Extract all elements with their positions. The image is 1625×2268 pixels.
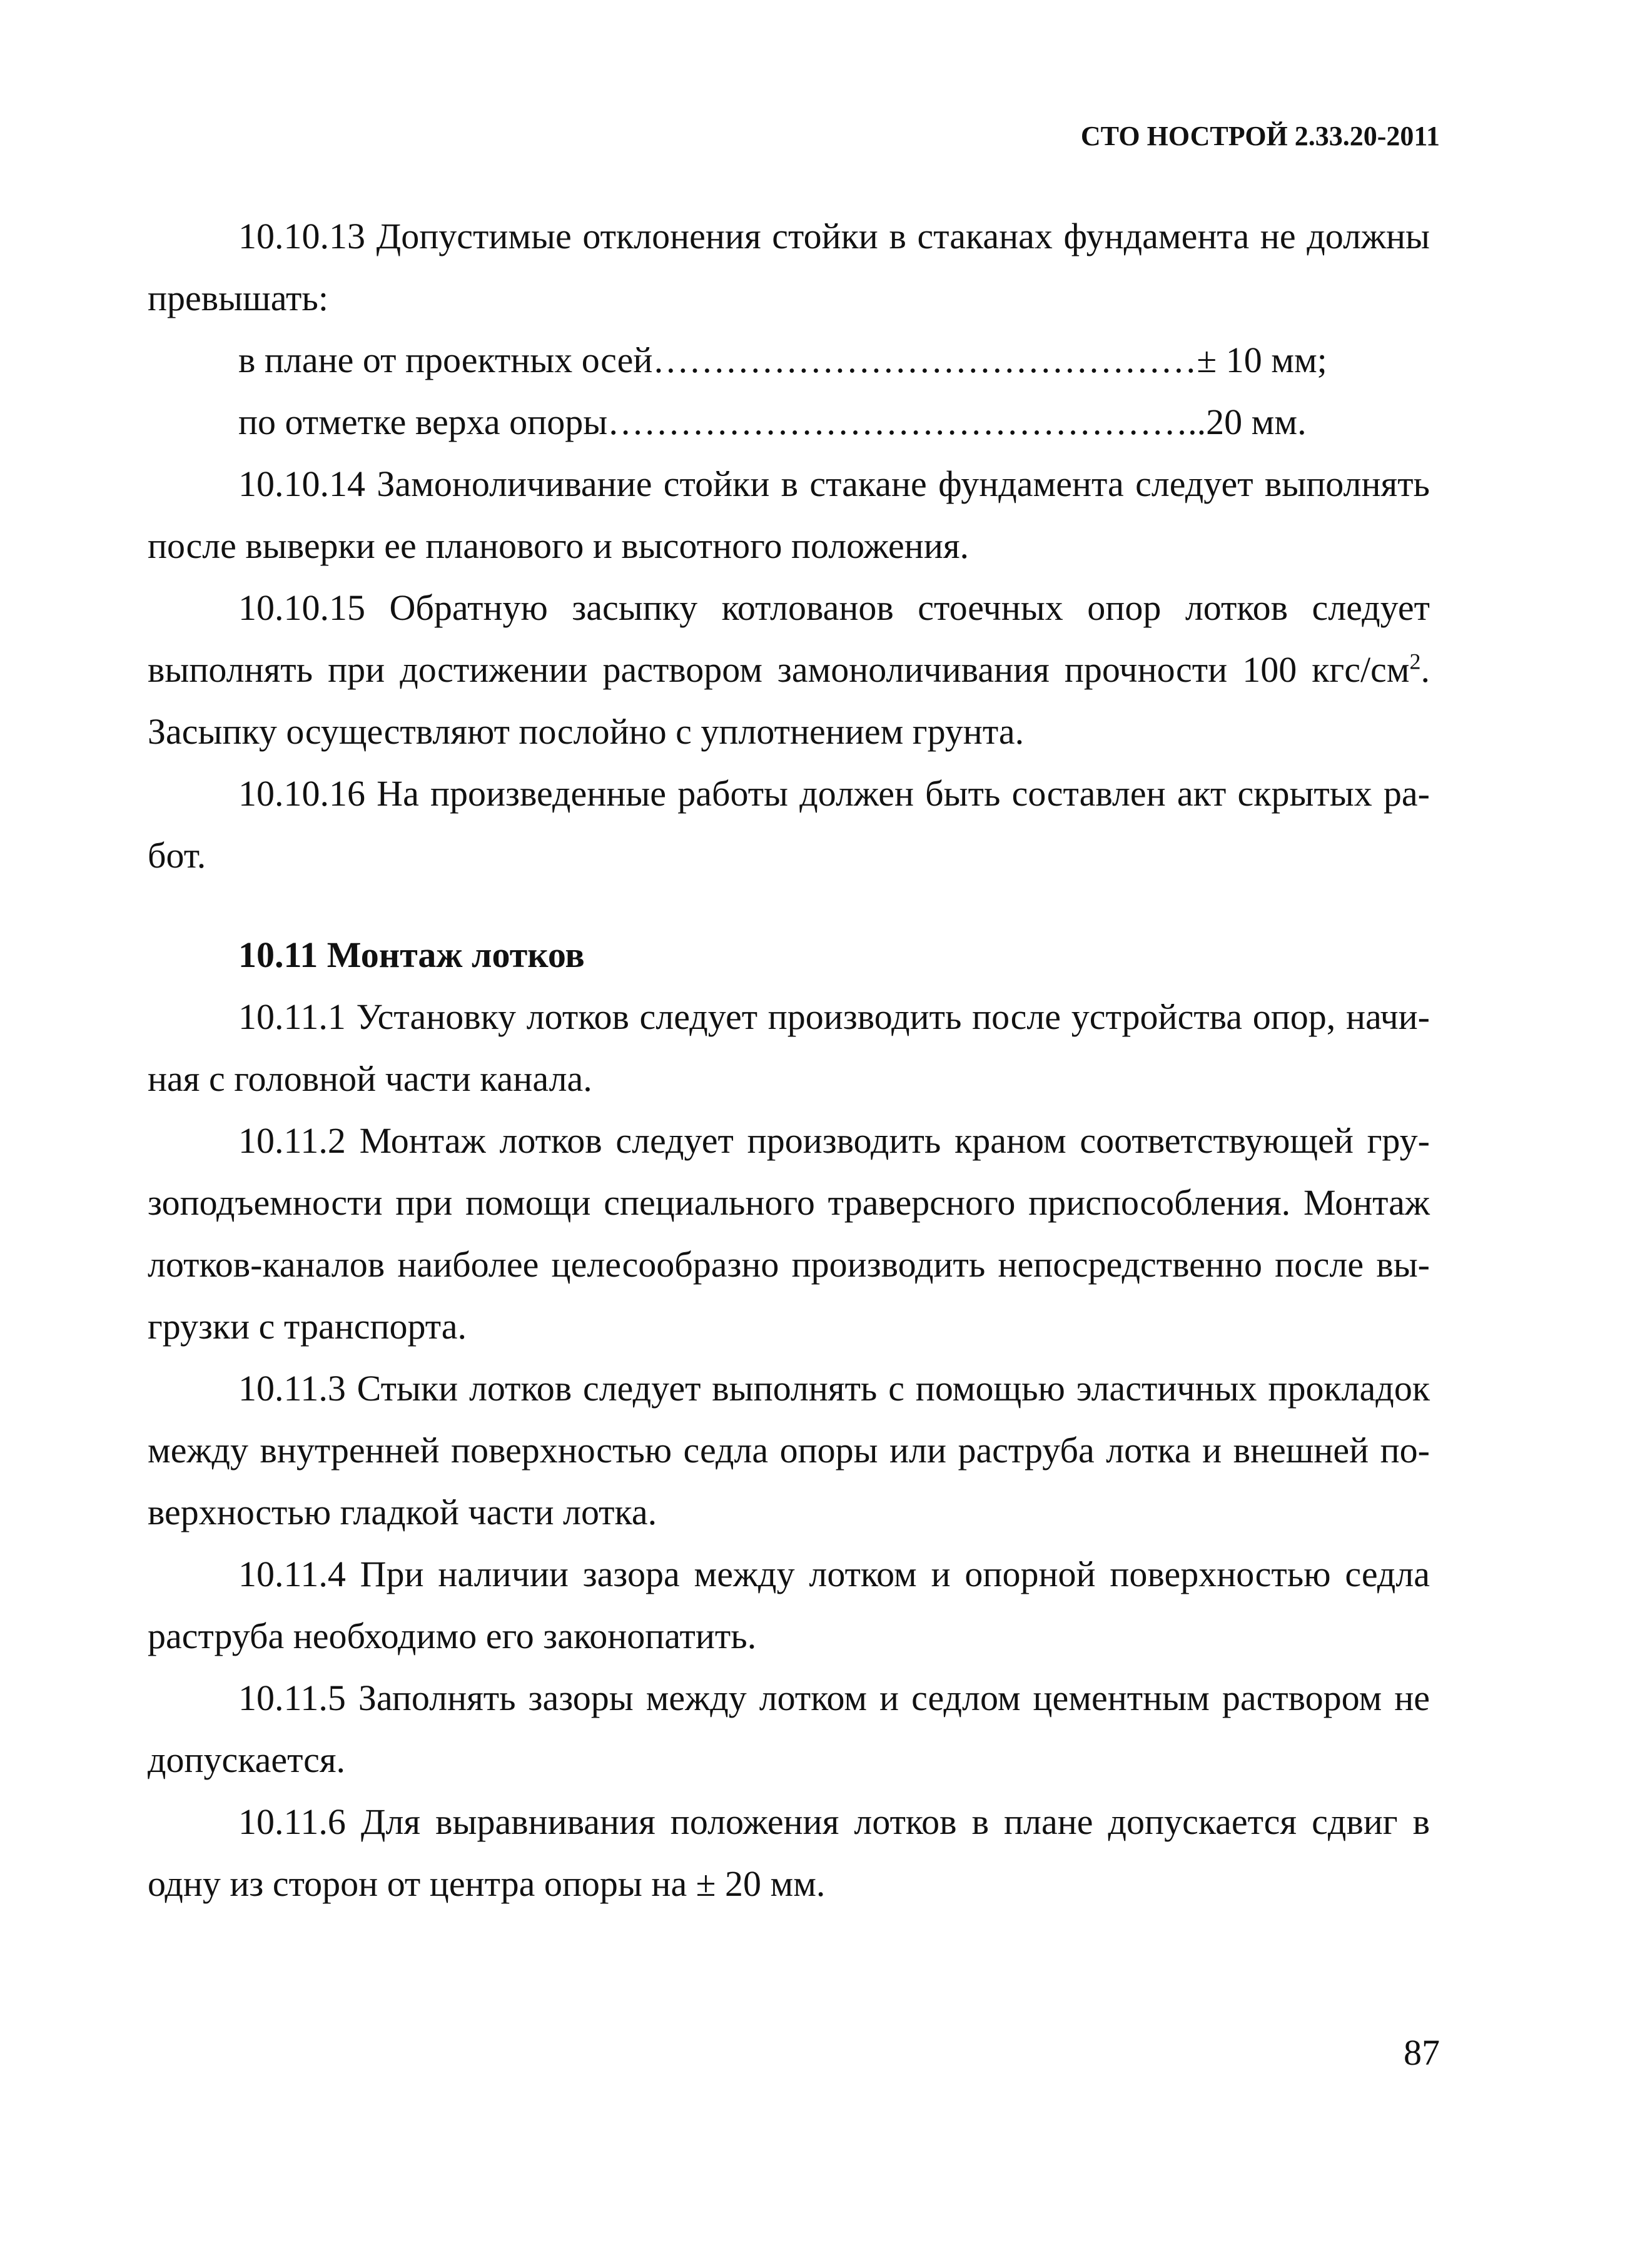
clause-10-10-16: 10.10.16 На произведенные работы должен быть составлен акт скрытых работ. <box>148 773 1430 876</box>
tolerance-plan-line: в плане от проектных осей………………………………………± 10 мм; <box>238 340 1327 380</box>
tolerance-top-line: по отметке верха опоры…………………………………………..20 мм. <box>238 402 1307 442</box>
superscript-2: 2 <box>1409 649 1421 674</box>
clause-10-11-1: 10.11.1 Установку лотков следует производить после устройства опор, начиная с головной части канала. <box>148 996 1430 1099</box>
clause-10-10-15-part2: . Засыпку осуществляют послойно с уплотнением грунта. <box>148 649 1430 752</box>
section-heading: 10.11 Монтаж лотков <box>238 934 585 975</box>
document-body <box>148 205 1430 1915</box>
page-number: 87 <box>1404 2032 1440 2073</box>
document-header: СТО НОСТРОЙ 2.33.20-2011 <box>1080 121 1440 151</box>
clause-10-11-4: 10.11.4 При наличии зазора между лотком и опорной поверхностью седла раструба необходимо его законопатить. <box>148 1554 1430 1656</box>
clause-10-11-3: 10.11.3 Стыки лотков следует выполнять с помощью эластичных прокладок между внутренней поверхностью седла опоры или раструба лотка и внешней поверхностью гладкой части лотка. <box>148 1368 1430 1532</box>
clause-10-10-15 <box>148 577 1430 762</box>
clause-10-11-5: 10.11.5 Заполнять зазоры между лотком и седлом цементным раствором не допускается. <box>148 1678 1430 1780</box>
clause-10-10-15-part1: 10.10.15 Обратную засыпку котлованов стоечных опор лотков следует выполнять при достижении раствором замоноличивания прочности 100 кгс/см <box>148 587 1430 690</box>
clause-10-10-14: 10.10.14 Замоноличивание стойки в стакане фундамента следует выполнять после выверки ее планового и высотного положения. <box>148 463 1430 566</box>
clause-10-11-2: 10.11.2 Монтаж лотков следует производить краном соответствующей грузоподъемности при помощи специального траверсного приспособления. Монтаж лотков-каналов наиболее целесообразно производить непосредственно после выгрузки с транспорта. <box>148 1120 1430 1347</box>
clause-10-11-6: 10.11.6 Для выравнивания положения лотков в плане допускается сдвиг в одну из сторон от центра опоры на ± 20 мм. <box>148 1801 1430 1904</box>
clause-10-10-13: 10.10.13 Допустимые отклонения стойки в стаканах фундамента не должны превышать: <box>148 216 1430 318</box>
